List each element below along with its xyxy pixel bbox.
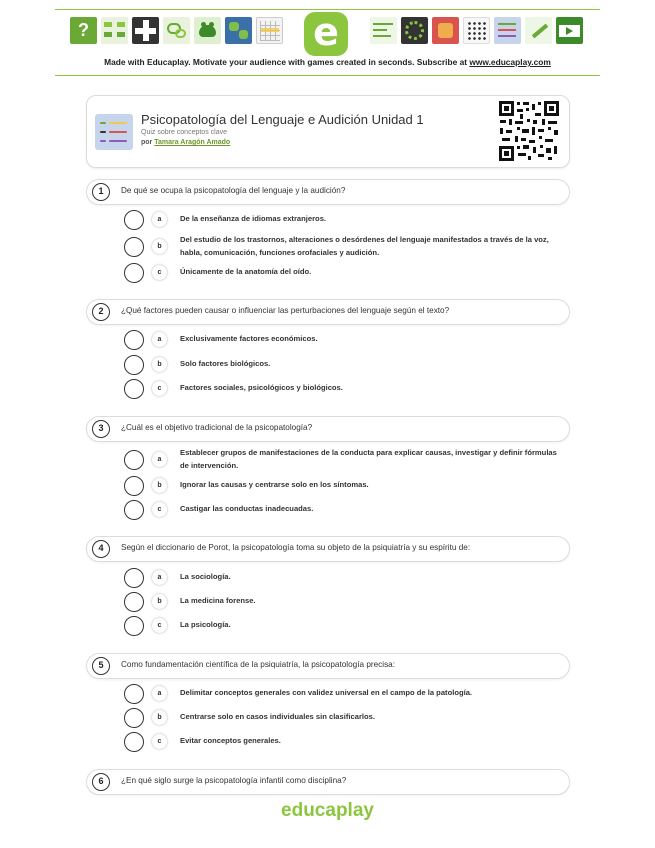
frog-game-icon[interactable] (194, 17, 221, 44)
radio-button[interactable] (124, 476, 144, 496)
qr-code-icon (498, 100, 560, 162)
game-icons-right (370, 17, 583, 44)
option-text: Establecer grupos de manifestaciones de la conducta para explicar causas, investigar y definir fórmulas de intervención. (180, 448, 557, 470)
radio-button[interactable] (124, 450, 144, 470)
video-game-icon[interactable] (556, 17, 583, 44)
option-text: La psicología. (180, 620, 231, 629)
quiz-game-icon[interactable] (494, 17, 521, 44)
matching-game-icon[interactable] (101, 17, 128, 44)
option-text: Únicamente de la anatomía del oído. (180, 267, 312, 276)
dialogue-game-icon[interactable] (163, 17, 190, 44)
radio-button[interactable] (124, 500, 144, 520)
question-number: 2 (92, 303, 110, 321)
question-number: 1 (92, 183, 110, 201)
option-text: La sociología. (180, 572, 231, 581)
educaplay-link[interactable]: www.educaplay.com (469, 57, 551, 67)
roulette-game-icon[interactable] (401, 17, 428, 44)
radio-button[interactable] (124, 708, 144, 728)
question-number: 4 (92, 540, 110, 558)
option-text: Centrarse solo en casos individuales sin clasificarlos. (180, 712, 375, 721)
memory-game-icon[interactable] (432, 17, 459, 44)
crossword-game-icon[interactable] (132, 17, 159, 44)
question-4 (86, 536, 570, 562)
option-text: Exclusivamente factores económicos. (180, 334, 318, 343)
quiz-author (141, 139, 230, 146)
option-letter: c (152, 502, 167, 517)
question-text: Como fundamentación científica de la psiquiatría, la psicopatología precisa: (121, 660, 395, 669)
option-text: Solo factores biológicos. (180, 359, 271, 368)
option-letter: a (152, 332, 167, 347)
option-letter: a (152, 570, 167, 585)
question-1 (86, 179, 570, 205)
writing-game-icon[interactable] (525, 17, 552, 44)
question-text: Según el diccionario de Porot, la psicopatología toma su objeto de la psiquiatría y su espíritu de: (121, 543, 471, 552)
quiz-subtitle: Quiz sobre conceptos clave (141, 129, 227, 136)
question-text: ¿Cuál es el objetivo tradicional de la psicopatología? (121, 423, 313, 432)
question-number: 3 (92, 420, 110, 438)
radio-button[interactable] (124, 237, 144, 257)
option-letter: b (152, 239, 167, 254)
radio-button[interactable] (124, 732, 144, 752)
radio-button[interactable] (124, 330, 144, 350)
educaplay-logo-icon[interactable]: e (304, 12, 348, 56)
option-letter: b (152, 478, 167, 493)
radio-button[interactable] (124, 568, 144, 588)
question-text: ¿En qué siglo surge la psicopatología infantil como disciplina? (121, 776, 347, 785)
author-prefix: por (141, 139, 153, 146)
option-text: Evitar conceptos generales. (180, 736, 281, 745)
option-letter: a (152, 452, 167, 467)
radio-button[interactable] (124, 592, 144, 612)
game-icons-left (70, 17, 283, 44)
banner-tagline (0, 57, 655, 67)
option-letter: b (152, 594, 167, 609)
option-text: Del estudio de los trastornos, alteraciones o desórdenes del lenguaje manifestados a través de la voz, habla, comunicación, funciones orofaciales y audición. (180, 235, 549, 257)
option-text: La medicina forense. (180, 596, 256, 605)
word-search-game-icon[interactable] (256, 17, 283, 44)
option-text: Delimitar conceptos generales con validez universal en el campo de la patología. (180, 688, 473, 697)
question-text: De qué se ocupa la psicopatología del lenguaje y la audición? (121, 186, 346, 195)
radio-button[interactable] (124, 616, 144, 636)
quiz-title: Psicopatología del Lenguaje e Audición Unidad 1 (141, 112, 424, 127)
option-letter: b (152, 357, 167, 372)
fill-blanks-game-icon[interactable] (370, 17, 397, 44)
question-6 (86, 769, 570, 795)
radio-button[interactable] (124, 355, 144, 375)
radio-button[interactable] (124, 210, 144, 230)
question-number: 5 (92, 657, 110, 675)
question-game-icon[interactable]: ? (70, 17, 97, 44)
option-letter: c (152, 618, 167, 633)
radio-button[interactable] (124, 379, 144, 399)
question-text: ¿Qué factores pueden causar o influenciar las perturbaciones del lenguaje según el texto? (121, 306, 450, 315)
question-3 (86, 416, 570, 442)
option-text: De la enseñanza de idiomas extranjeros. (180, 214, 327, 223)
option-letter: c (152, 265, 167, 280)
footer-educaplay-logo: educaplay (281, 800, 374, 821)
question-5 (86, 653, 570, 679)
radio-button[interactable] (124, 263, 144, 283)
option-letter: c (152, 381, 167, 396)
top-banner (0, 0, 655, 80)
option-text: Castigar las conductas inadecuadas. (180, 504, 314, 513)
option-text: Factores sociales, psicológicos y biológicos. (180, 383, 343, 392)
question-2 (86, 299, 570, 325)
question-number: 6 (92, 773, 110, 791)
option-letter: a (152, 212, 167, 227)
dots-game-icon[interactable] (463, 17, 490, 44)
tagline-text: Made with Educaplay. Motivate your audience with games created in seconds. Subscribe at (104, 57, 470, 67)
banner-divider-bottom (55, 75, 600, 76)
map-game-icon[interactable] (225, 17, 252, 44)
radio-button[interactable] (124, 684, 144, 704)
option-letter: a (152, 686, 167, 701)
author-link[interactable]: Tamara Aragón Amado (154, 139, 231, 146)
option-text: Ignorar las causas y centrarse solo en los síntomas. (180, 480, 369, 489)
option-letter: c (152, 734, 167, 749)
quiz-activity-icon (95, 114, 133, 150)
option-letter: b (152, 710, 167, 725)
quiz-header-card (86, 95, 570, 168)
